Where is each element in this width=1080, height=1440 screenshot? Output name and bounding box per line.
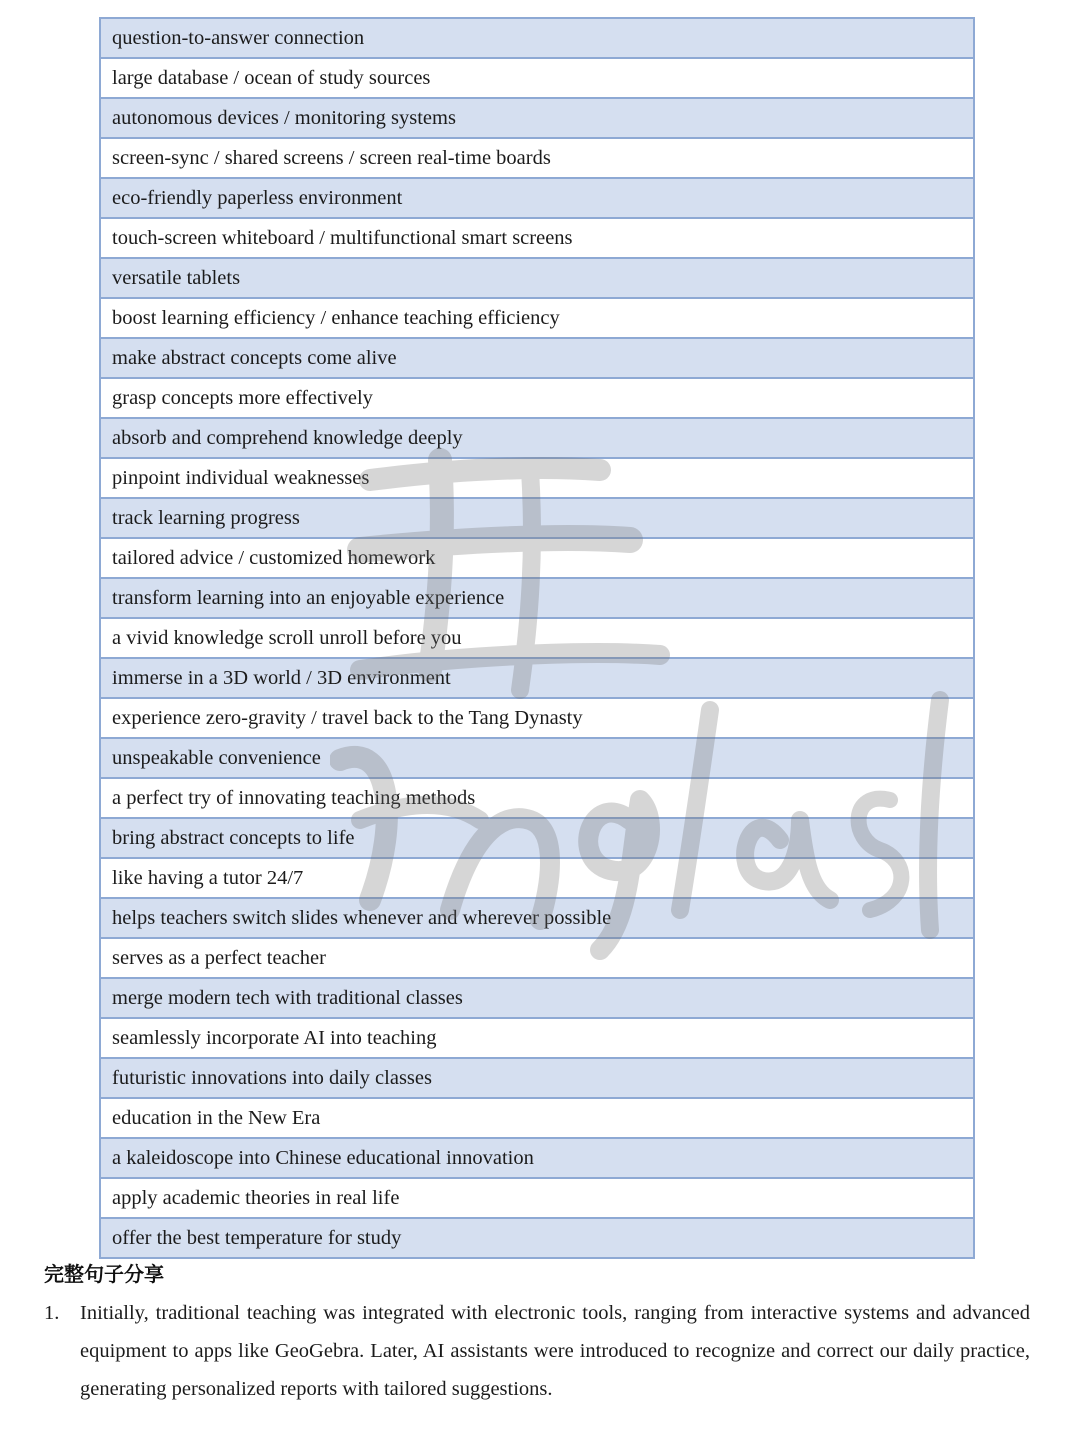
sentence-text: Initially, traditional teaching was integrated with electronic tools, ranging from interactive systems and advanced equipment to apps like GeoGebra. Later, AI assistants were introduced to recognize and correct our daily practice, generating personalized reports with tailored suggestions. (80, 1302, 1030, 1400)
phrase-cell: like having a tutor 24/7 (100, 858, 974, 898)
table-row (100, 618, 974, 658)
table-row (100, 1098, 974, 1138)
table-row (100, 1218, 974, 1258)
phrase-cell: bring abstract concepts to life (100, 818, 974, 858)
phrase-table (99, 17, 975, 1259)
phrase-cell: autonomous devices / monitoring systems (100, 98, 974, 138)
phrase-cell: large database / ocean of study sources (100, 58, 974, 98)
table-row (100, 298, 974, 338)
phrase-cell: a perfect try of innovating teaching methods (100, 778, 974, 818)
table-row (100, 738, 974, 778)
table-row (100, 498, 974, 538)
table-row (100, 418, 974, 458)
table-row (100, 698, 974, 738)
phrase-cell: experience zero-gravity / travel back to the Tang Dynasty (100, 698, 974, 738)
list-item (44, 1294, 1030, 1408)
phrase-cell: tailored advice / customized homework (100, 538, 974, 578)
phrase-cell: absorb and comprehend knowledge deeply (100, 418, 974, 458)
phrase-cell: question-to-answer connection (100, 18, 974, 58)
phrase-cell: helps teachers switch slides whenever and wherever possible (100, 898, 974, 938)
phrase-cell: make abstract concepts come alive (100, 338, 974, 378)
table-row (100, 378, 974, 418)
sentence-list (44, 1294, 1030, 1408)
phrase-cell: apply academic theories in real life (100, 1178, 974, 1218)
phrase-cell: screen-sync / shared screens / screen real-time boards (100, 138, 974, 178)
phrase-cell: seamlessly incorporate AI into teaching (100, 1018, 974, 1058)
phrase-cell: unspeakable convenience (100, 738, 974, 778)
table-row (100, 818, 974, 858)
table-row (100, 778, 974, 818)
table-row (100, 938, 974, 978)
table-row (100, 58, 974, 98)
table-row (100, 178, 974, 218)
phrase-cell: track learning progress (100, 498, 974, 538)
table-row (100, 1018, 974, 1058)
table-row (100, 18, 974, 58)
phrase-cell: offer the best temperature for study (100, 1218, 974, 1258)
phrase-cell: touch-screen whiteboard / multifunctional smart screens (100, 218, 974, 258)
phrase-cell: grasp concepts more effectively (100, 378, 974, 418)
table-row (100, 458, 974, 498)
phrase-cell: futuristic innovations into daily classes (100, 1058, 974, 1098)
table-row (100, 898, 974, 938)
table-row (100, 98, 974, 138)
phrase-cell: eco-friendly paperless environment (100, 178, 974, 218)
table-row (100, 138, 974, 178)
phrase-cell: pinpoint individual weaknesses (100, 458, 974, 498)
phrase-table-body (100, 18, 974, 1258)
phrase-cell: transform learning into an enjoyable experience (100, 578, 974, 618)
phrase-cell: education in the New Era (100, 1098, 974, 1138)
table-row (100, 578, 974, 618)
table-row (100, 978, 974, 1018)
phrase-cell: a vivid knowledge scroll unroll before you (100, 618, 974, 658)
table-row (100, 1058, 974, 1098)
phrase-cell: merge modern tech with traditional classes (100, 978, 974, 1018)
table-row (100, 658, 974, 698)
table-row (100, 538, 974, 578)
table-row (100, 338, 974, 378)
phrase-cell: immerse in a 3D world / 3D environment (100, 658, 974, 698)
table-row (100, 258, 974, 298)
phrase-cell: boost learning efficiency / enhance teaching efficiency (100, 298, 974, 338)
section-heading: 完整句子分享 (44, 1262, 164, 1286)
table-row (100, 218, 974, 258)
table-row (100, 1178, 974, 1218)
sentence-number: 1. (44, 1302, 60, 1324)
table-row (100, 858, 974, 898)
phrase-cell: a kaleidoscope into Chinese educational innovation (100, 1138, 974, 1178)
phrase-cell: serves as a perfect teacher (100, 938, 974, 978)
phrase-cell: versatile tablets (100, 258, 974, 298)
table-row (100, 1138, 974, 1178)
